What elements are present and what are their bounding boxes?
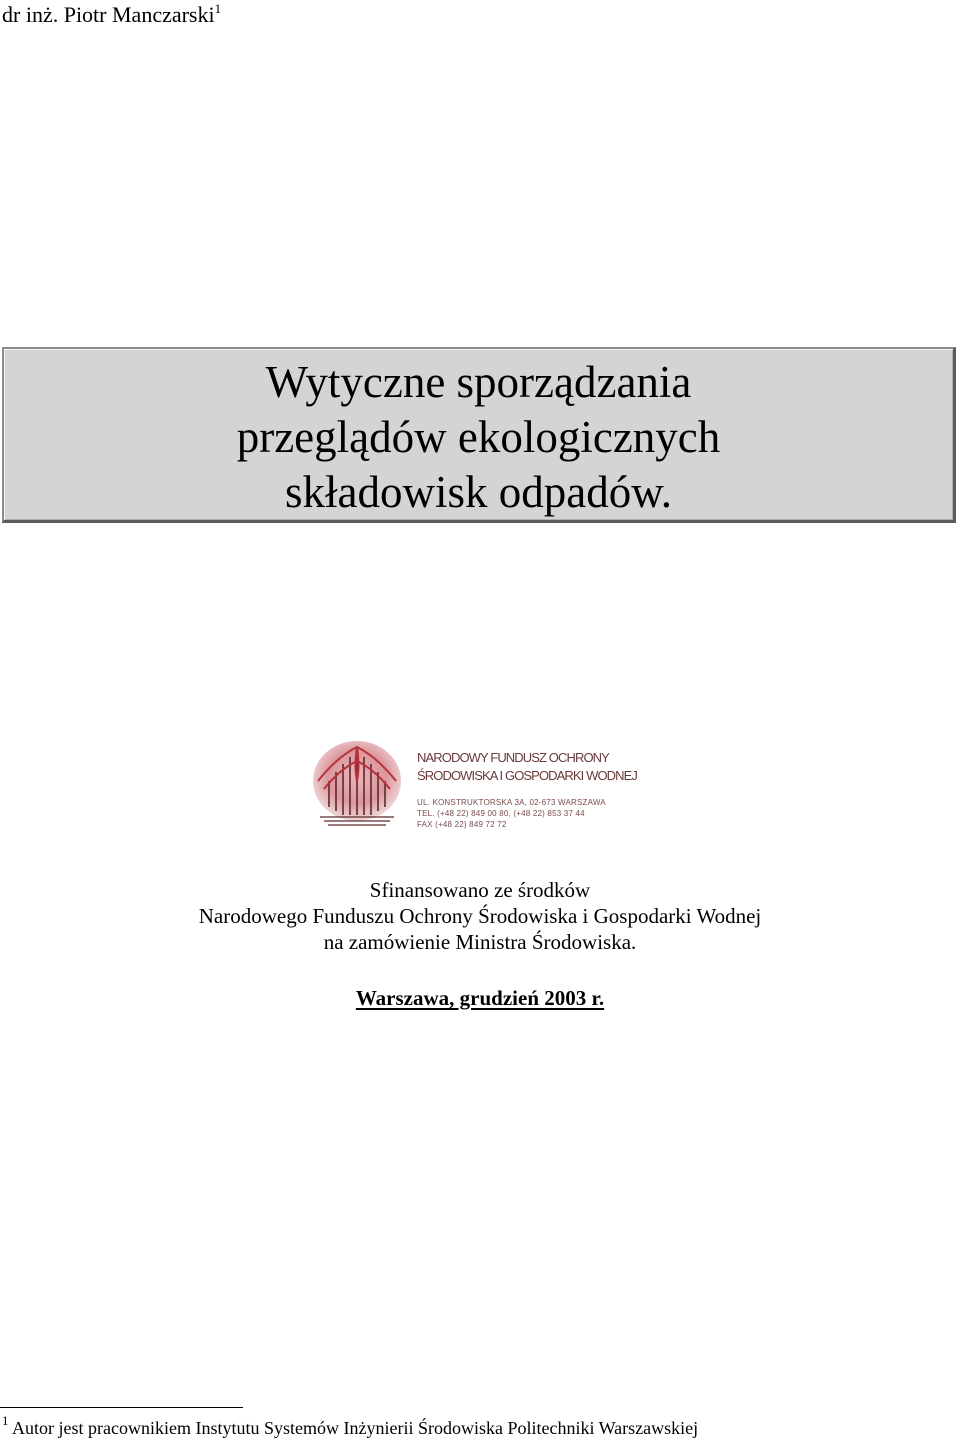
logo-org-line-1: NARODOWY FUNDUSZ OCHRONY (417, 750, 609, 765)
funding-line-1: Sfinansowano ze środków (369, 878, 591, 902)
author-footnote-mark: 1 (214, 1, 222, 16)
footnote-separator (0, 1407, 243, 1408)
logo-org-line-2: ŚRODOWISKA I GOSPODARKI WODNEJ (417, 768, 638, 783)
logo-graphic (310, 737, 404, 833)
footnote (2, 1413, 699, 1440)
nfosigw-logo-icon (310, 737, 404, 833)
author-name: dr inż. Piotr Manczarski (2, 2, 215, 27)
title-line-1: Wytyczne sporządzania (265, 357, 692, 407)
author-line (2, 2, 221, 28)
funding-line-3: na zamówienie Ministra Środowiska. (323, 930, 637, 954)
place-date: Warszawa, grudzień 2003 r. (355, 986, 605, 1010)
logo-address: UL. KONSTRUKTORSKA 3A, 02-673 WARSZAWA (417, 798, 606, 807)
title-line-3: składowisk odpadów. (284, 467, 673, 517)
logo-fax: FAX (+48 22) 849 72 72 (417, 820, 507, 829)
footnote-text: Autor jest pracownikiem Instytutu Systemów Inżynierii Środowiska Politechniki Warszawskiej (12, 1418, 699, 1438)
title-line-2: przeglądów ekologicznych (236, 412, 721, 462)
title-box (2, 347, 956, 523)
funding-line-2: Narodowego Funduszu Ochrony Środowiska i Gospodarki Wodnej (198, 904, 762, 928)
footnote-mark: 1 (2, 1413, 9, 1428)
logo-tel: TEL. (+48 22) 849 00 80, (+48 22) 853 37 44 (417, 809, 585, 818)
